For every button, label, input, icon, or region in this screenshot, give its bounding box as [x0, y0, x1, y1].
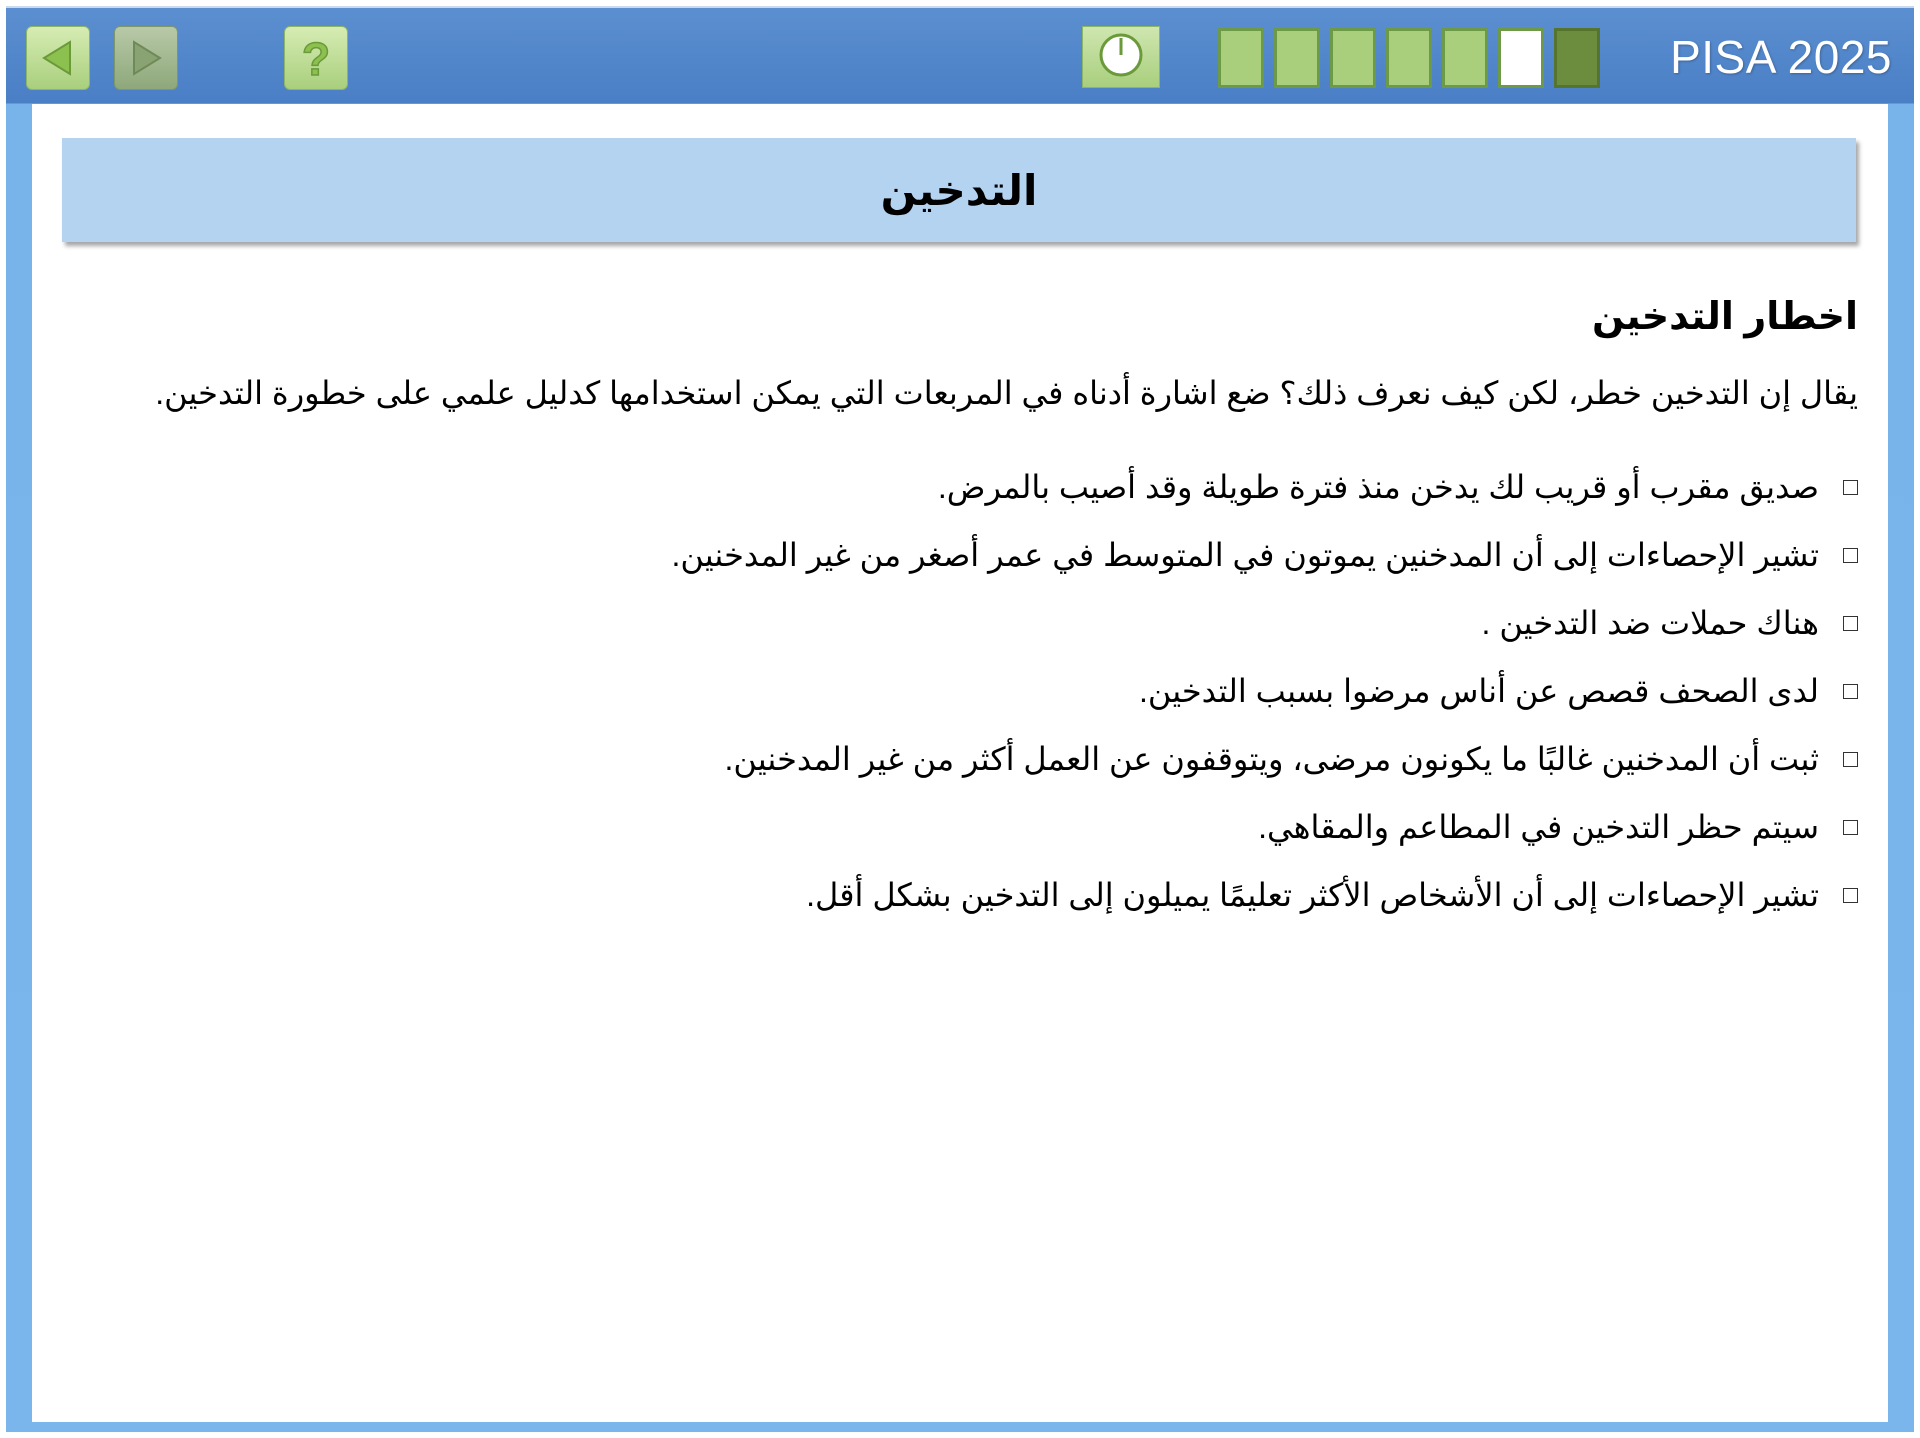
progress-step	[1386, 28, 1432, 88]
back-button[interactable]	[26, 26, 90, 90]
option-label: هناك حملات ضد التدخين .	[1481, 605, 1819, 641]
option-label: تشير الإحصاءات إلى أن المدخنين يموتون في المتوسط في عمر أصغر من غير المدخنين.	[671, 537, 1819, 573]
progress-step	[1330, 28, 1376, 88]
option-checkbox[interactable]	[1843, 888, 1858, 903]
progress-step	[1554, 28, 1600, 88]
help-question-icon	[294, 33, 338, 83]
question-intro: يقال إن التدخين خطر، لكن كيف نعرف ذلك؟ ضع اشارة أدناه في المربعات التي يمكن استخدامها كدليل علمي على خطورة التدخين.	[155, 375, 1858, 411]
option-list	[142, 453, 1858, 929]
page-title: التدخين	[880, 166, 1038, 214]
brand-label: PISA 2025	[1670, 31, 1892, 83]
progress-step	[1274, 28, 1320, 88]
option-label: سيتم حظر التدخين في المطاعم والمقاهي.	[1258, 809, 1819, 845]
svg-text:?: ?	[301, 33, 331, 83]
timer-clock-icon	[1097, 31, 1145, 84]
option-label: لدى الصحف قصص عن أناس مرضوا بسبب التدخين.	[1138, 673, 1819, 709]
toolbar	[6, 8, 1914, 104]
back-arrow-icon	[36, 36, 80, 80]
option-item[interactable]	[142, 793, 1858, 861]
option-label: صديق مقرب أو قريب لك يدخن منذ فترة طويلة وقد أصيب بالمرض.	[937, 469, 1819, 505]
forward-arrow-icon	[124, 36, 168, 80]
option-label: تشير الإحصاءات إلى أن الأشخاص الأكثر تعليمًا يميلون إلى التدخين بشكل أقل.	[806, 877, 1819, 913]
option-item[interactable]	[142, 453, 1858, 521]
progress-step	[1498, 28, 1544, 88]
section-heading: اخطار التدخين	[1592, 296, 1858, 338]
progress-indicator	[1218, 28, 1600, 88]
forward-button[interactable]	[114, 26, 178, 90]
option-checkbox[interactable]	[1843, 820, 1858, 835]
option-item[interactable]	[142, 657, 1858, 725]
title-bar	[62, 138, 1856, 242]
timer-button[interactable]	[1082, 26, 1160, 88]
help-button[interactable]	[284, 26, 348, 90]
content-panel	[32, 104, 1888, 1422]
option-item[interactable]	[142, 589, 1858, 657]
app-frame	[6, 6, 1914, 1432]
question-body	[142, 294, 1858, 929]
option-label: ثبت أن المدخنين غالبًا ما يكونون مرضى، ويتوقفون عن العمل أكثر من غير المدخنين.	[724, 741, 1819, 777]
option-checkbox[interactable]	[1843, 480, 1858, 495]
option-checkbox[interactable]	[1843, 616, 1858, 631]
progress-step	[1442, 28, 1488, 88]
option-item[interactable]	[142, 861, 1858, 929]
option-item[interactable]	[142, 725, 1858, 793]
option-checkbox[interactable]	[1843, 752, 1858, 767]
option-item[interactable]	[142, 521, 1858, 589]
option-checkbox[interactable]	[1843, 548, 1858, 563]
progress-step	[1218, 28, 1264, 88]
option-checkbox[interactable]	[1843, 684, 1858, 699]
